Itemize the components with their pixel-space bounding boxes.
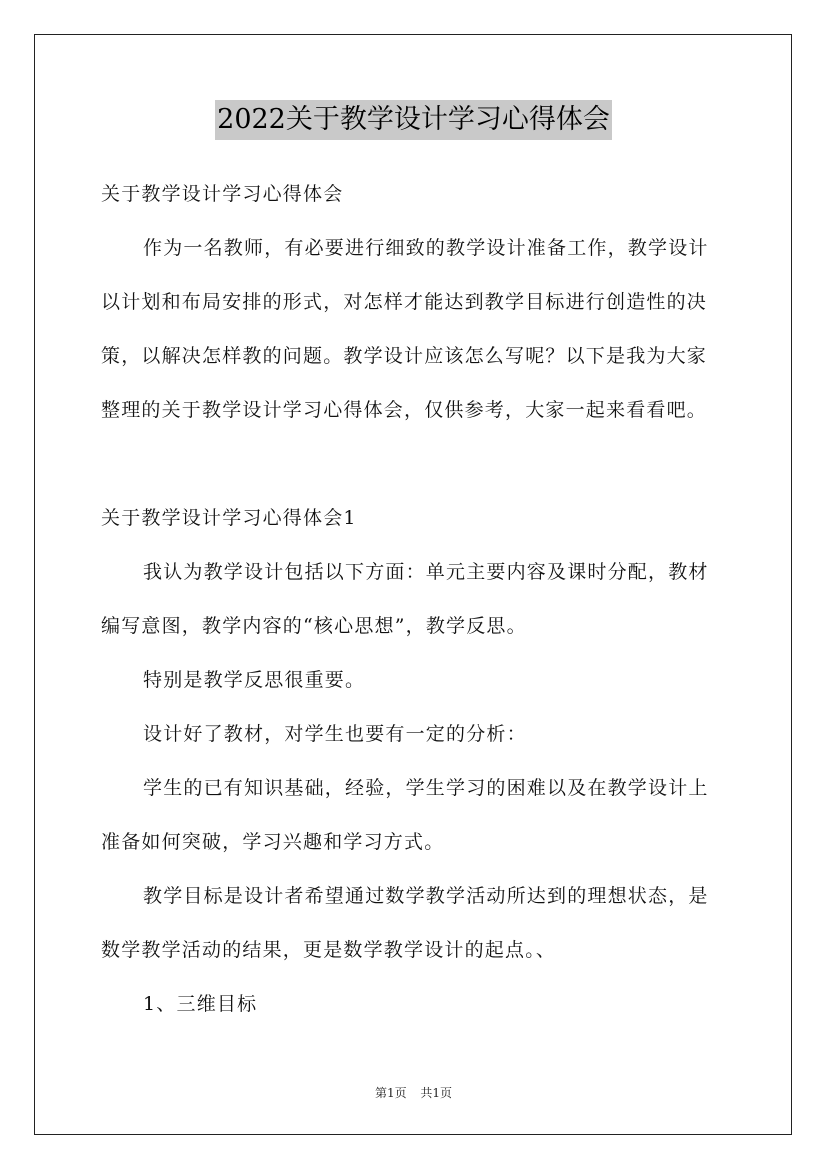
subtitle: 关于教学设计学习心得体会 — [101, 183, 344, 205]
document-title: 2022关于教学设计学习心得体会 — [215, 100, 612, 140]
title-wrap — [0, 100, 827, 140]
intro-line-3: 策，以解决怎样教的问题。教学设计应该怎么写呢？以下是我为大家 — [101, 345, 708, 367]
intro-line-1: 作为一名教师，有必要进行细致的教学设计准备工作，教学设计 — [143, 237, 709, 259]
intro-line-4: 整理的关于教学设计学习心得体会，仅供参考，大家一起来看看吧。 — [101, 399, 708, 421]
page-number-total: 共1页 — [420, 1086, 453, 1100]
intro-line-2: 以计划和布局安排的形式，对怎样才能达到教学目标进行创造性的决 — [101, 291, 708, 313]
page-footer — [0, 1084, 827, 1101]
p4-line-2: 准备如何突破，学习兴趣和学习方式。 — [101, 831, 445, 853]
p2: 特别是教学反思很重要。 — [143, 669, 366, 691]
p3: 设计好了教材，对学生也要有一定的分析： — [143, 723, 527, 745]
document-body — [101, 172, 729, 1036]
p5-line-1: 教学目标是设计者希望通过数学教学活动所达到的理想状态，是 — [143, 885, 709, 907]
p5-line-2: 数学教学活动的结果，更是数学教学设计的起点。、 — [101, 939, 557, 961]
page-number-current: 第1页 — [374, 1086, 407, 1100]
p4-line-1: 学生的已有知识基础，经验，学生学习的困难以及在教学设计上 — [143, 777, 709, 799]
p6: 1、三维目标 — [143, 993, 258, 1015]
blank-line — [101, 442, 729, 496]
p1-line-1: 我认为教学设计包括以下方面：单元主要内容及课时分配，教材 — [143, 561, 709, 583]
section-heading: 关于教学设计学习心得体会1 — [101, 507, 357, 529]
p1-line-2: 编写意图，教学内容的“核心思想”，教学反思。 — [101, 615, 527, 637]
